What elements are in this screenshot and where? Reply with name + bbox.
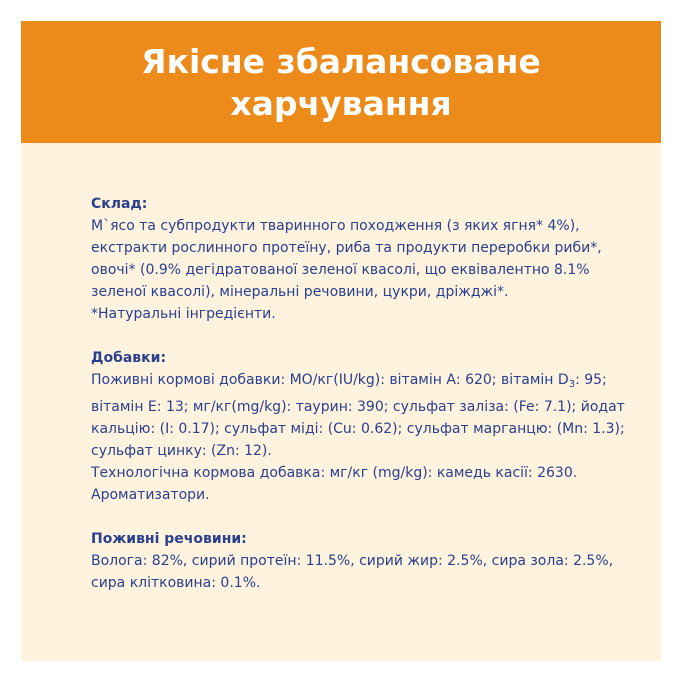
nutrients-section: [91, 528, 631, 594]
banner-title: [141, 41, 541, 125]
title-banner: [21, 21, 661, 143]
composition-section: [91, 193, 631, 325]
content-block: [91, 193, 631, 616]
vitamin-d-subscript: 3: [568, 379, 576, 390]
nutrients-text: Волога: 82%, сирий протеїн: 11.5%, сирий жир: 2.5%, сира зола: 2.5%, сира клітковина: 0.1%.: [91, 553, 614, 591]
additives-tech-text: Технологічна кормова добавка: мг/кг (mg/kg): камедь касії: 2630. Ароматизатори.: [91, 465, 578, 503]
banner-title-line2: харчування: [230, 84, 452, 123]
info-card: [21, 21, 661, 661]
nutrients-heading: Поживні речовини:: [91, 531, 247, 547]
additives-text-a: Поживні кормові добавки: МО/кг(IU/kg): вітамін А: 620; вітамін D: [91, 372, 569, 388]
banner-title-line1: Якісне збалансоване: [141, 42, 541, 81]
additives-heading: Добавки:: [91, 350, 167, 366]
composition-note: *Натуральні інгредієнти.: [91, 306, 276, 322]
additives-text-b: : 95; вітамін Е: 13; мг/кг(mg/kg): таурин: 390; сульфат заліза: (Fe: 7.1); йодат кальцію: (I: 0.17); сульфат міді: (Cu: 0.62); сульфат марганцю: (Mn: 1.3); сульфат цинку: (Zn: 12).: [91, 372, 625, 459]
composition-text: М`ясо та субпродукти тваринного походження (з яких ягня* 4%), екстракти рослинного протеїну, риба та продукти переробки риби*, овочі* (0.9% дегідратованої зеленої квасолі, що еквівалентно 8.1% зеленої квасолі), мінеральні речовини, цукри, дріжджі*.: [91, 218, 602, 300]
additives-text: [91, 369, 631, 462]
additives-section: [91, 347, 631, 506]
composition-heading: Склад:: [91, 196, 148, 212]
